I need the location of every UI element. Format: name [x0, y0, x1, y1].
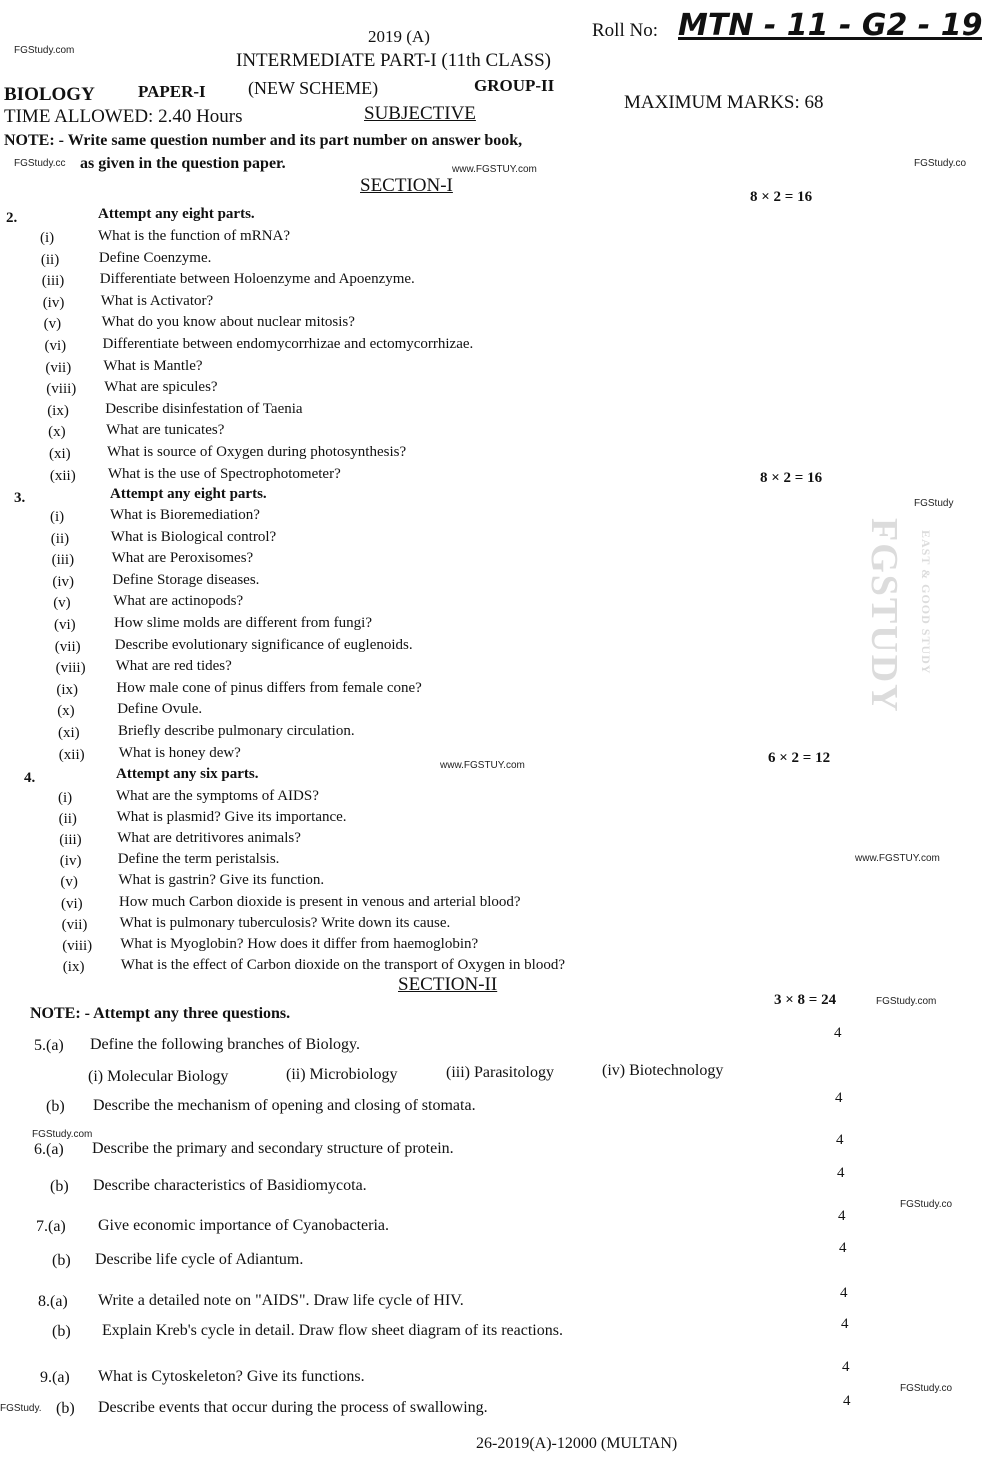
- part-number: (v): [60, 874, 78, 891]
- short-question: Define the term peristalsis.: [117, 851, 280, 868]
- part-number: (iv): [59, 853, 82, 870]
- short-question: Differentiate between Holoenzyme and Apoenzyme.: [99, 271, 415, 288]
- question-instruction: Attempt any eight parts.: [110, 486, 267, 502]
- question-instruction: Attempt any eight parts.: [98, 206, 255, 222]
- note-line-1: NOTE: - Write same question number and its part number on answer book,: [4, 132, 523, 149]
- long-question-marks: 4: [839, 1240, 847, 1256]
- part-number: (vii): [45, 359, 72, 376]
- time-allowed: TIME ALLOWED: 2.40 Hours: [4, 106, 243, 127]
- part-number: (viii): [46, 381, 77, 398]
- long-question: Define the following branches of Biology.: [90, 1036, 361, 1053]
- short-question: What is Activator?: [100, 292, 214, 309]
- long-question-number: 6.(a): [34, 1141, 64, 1158]
- short-question: What are actinopods?: [113, 593, 244, 610]
- watermark: FGStudy.co: [900, 1199, 953, 1210]
- part-number: (xii): [49, 467, 76, 484]
- short-question: What are red tides?: [115, 658, 232, 675]
- biology-branch: (iv) Biotechnology: [602, 1062, 724, 1079]
- part-number: (ii): [40, 251, 60, 268]
- long-question-marks: 4: [840, 1285, 848, 1301]
- note-line-2: as given in the question paper.: [80, 155, 286, 172]
- question-number: 3.: [14, 490, 26, 506]
- short-question: What are detritivores animals?: [117, 830, 301, 847]
- short-question: What is Mantle?: [103, 357, 203, 374]
- long-question-number: 7.(a): [36, 1218, 66, 1235]
- part-number: (vii): [54, 638, 81, 655]
- short-question: Differentiate between endomycorrhizae and ectomycorrhizae.: [102, 336, 474, 352]
- watermark: FGStudy.co: [900, 1383, 953, 1394]
- long-question-number: 9.(a): [40, 1369, 70, 1386]
- exam-year: 2019 (A): [368, 27, 430, 46]
- question-marks: 8 × 2 = 16: [750, 189, 813, 205]
- exam-title: INTERMEDIATE PART-I (11th CLASS): [236, 50, 552, 71]
- short-question: What is source of Oxygen during photosynthesis?: [107, 444, 407, 460]
- watermark: FGStudy.: [0, 1403, 42, 1414]
- short-question: What is Bioremediation?: [110, 507, 260, 523]
- short-question: What is gastrin? Give its function.: [118, 872, 325, 889]
- biology-branch: (iii) Parasitology: [446, 1064, 554, 1081]
- short-question: What is the function of mRNA?: [98, 228, 291, 244]
- long-question-number: (b): [46, 1098, 65, 1115]
- long-question-marks: 4: [842, 1359, 850, 1375]
- paper-type: SUBJECTIVE: [364, 103, 476, 124]
- long-question-number: (b): [52, 1323, 71, 1340]
- short-question: How male cone of pinus differs from female cone?: [116, 679, 422, 696]
- watermark-tagline: EAST & GOOD STUDY: [919, 530, 933, 675]
- part-number: (iii): [59, 832, 82, 849]
- long-question-marks: 4: [836, 1132, 844, 1148]
- part-number: (iii): [51, 552, 75, 569]
- long-question-marks: 4: [838, 1208, 846, 1224]
- long-question-number: (b): [56, 1400, 75, 1417]
- long-question: Explain Kreb's cycle in detail. Draw flow sheet diagram of its reactions.: [102, 1322, 563, 1339]
- part-number: (ii): [58, 811, 77, 828]
- section-2-title: SECTION-II: [398, 974, 498, 995]
- short-question: What is the effect of Carbon dioxide on the transport of Oxygen in blood?: [120, 956, 565, 973]
- short-question: Describe disinfestation of Taenia: [105, 400, 303, 417]
- part-number: (xi): [58, 725, 80, 741]
- section-2-marks: 3 × 8 = 24: [774, 992, 837, 1008]
- biology-branch: (ii) Microbiology: [286, 1066, 398, 1083]
- scheme: (NEW SCHEME): [248, 78, 379, 98]
- short-question: What are Peroxisomes?: [111, 550, 254, 567]
- subject: BIOLOGY: [4, 84, 95, 105]
- short-question: What are spicules?: [104, 379, 218, 396]
- paper: PAPER-I: [138, 82, 206, 101]
- part-number: (i): [50, 509, 65, 525]
- long-question: Describe events that occur during the process of swallowing.: [98, 1399, 488, 1416]
- part-number: (vii): [61, 916, 88, 933]
- question-instruction: Attempt any six parts.: [116, 766, 259, 782]
- short-question: What is honey dew?: [118, 744, 241, 761]
- watermark: FGStudy.com: [876, 996, 937, 1007]
- part-number: (i): [58, 790, 73, 806]
- watermark: FGStudy.com: [14, 45, 75, 56]
- section-1-title: SECTION-I: [360, 175, 453, 196]
- part-number: (i): [40, 230, 55, 246]
- maximum-marks: MAXIMUM MARKS: 68: [624, 92, 824, 113]
- watermark: www.FGSTUY.com: [440, 760, 525, 771]
- long-question: Write a detailed note on "AIDS". Draw life cycle of HIV.: [98, 1292, 464, 1309]
- short-question: What is plasmid? Give its importance.: [116, 809, 347, 826]
- roll-label: Roll No:: [592, 20, 658, 41]
- short-question: Define Coenzyme.: [98, 249, 212, 266]
- short-question: Describe evolutionary significance of euglenoids.: [114, 636, 413, 653]
- short-question: Define Storage diseases.: [112, 571, 260, 588]
- short-question: Define Ovule.: [117, 701, 203, 718]
- part-number: (xii): [58, 746, 85, 763]
- question-number: 2.: [6, 210, 18, 226]
- section-2-note: NOTE: - Attempt any three questions.: [30, 1005, 291, 1022]
- long-question-marks: 4: [834, 1025, 842, 1041]
- part-number: (v): [53, 595, 71, 612]
- long-question: Describe the primary and secondary structure of protein.: [92, 1140, 454, 1157]
- question-marks: 8 × 2 = 16: [760, 470, 823, 486]
- part-number: (iv): [42, 294, 65, 311]
- part-number: (ix): [62, 958, 85, 975]
- part-number: (viii): [55, 660, 86, 677]
- long-question-number: (b): [50, 1178, 69, 1195]
- part-number: (ix): [47, 402, 69, 419]
- long-question-number: 8.(a): [38, 1293, 68, 1310]
- short-question: Briefly describe pulmonary circulation.: [118, 723, 355, 739]
- watermark: www.FGSTUY.com: [855, 853, 940, 864]
- long-question-marks: 4: [835, 1090, 843, 1106]
- long-question-number: 5.(a): [34, 1037, 64, 1054]
- part-number: (xi): [49, 446, 71, 462]
- part-number: (ix): [56, 681, 79, 698]
- part-number: (vi): [54, 617, 76, 633]
- footer-code: 26-2019(A)-12000 (MULTAN): [476, 1435, 678, 1452]
- short-question: What is Biological control?: [110, 528, 277, 545]
- short-question: What do you know about nuclear mitosis?: [101, 314, 355, 331]
- part-number: (x): [57, 703, 75, 720]
- long-question: Describe life cycle of Adiantum.: [95, 1251, 304, 1268]
- long-question-marks: 4: [841, 1316, 849, 1332]
- short-question: What is the use of Spectrophotometer?: [107, 465, 341, 482]
- part-number: (iv): [52, 573, 75, 590]
- group: GROUP-II: [474, 76, 555, 95]
- part-number: (ii): [50, 530, 70, 547]
- part-number: (iii): [41, 273, 65, 290]
- watermark: FGStudy: [914, 498, 954, 509]
- short-question: What are tunicates?: [106, 422, 225, 439]
- watermark-logo: FGSTUDY: [863, 518, 905, 714]
- long-question-number: (b): [52, 1252, 71, 1269]
- short-question: What are the symptoms of AIDS?: [116, 788, 319, 804]
- part-number: (viii): [62, 937, 93, 954]
- short-question: What is Myoglobin? How does it differ from haemoglobin?: [120, 935, 479, 952]
- long-question: Describe the mechanism of opening and closing of stomata.: [93, 1097, 476, 1114]
- part-number: (v): [43, 316, 62, 333]
- watermark: www.FGSTUY.com: [452, 164, 537, 175]
- watermark: FGStudy.com: [32, 1129, 93, 1140]
- biology-branch: (i) Molecular Biology: [88, 1068, 229, 1085]
- long-question: What is Cytoskeleton? Give its functions.: [98, 1368, 365, 1385]
- short-question: What is pulmonary tuberculosis? Write down its cause.: [119, 914, 451, 931]
- part-number: (x): [48, 424, 66, 441]
- watermark: FGStudy.co: [914, 158, 967, 169]
- short-question: How much Carbon dioxide is present in venous and arterial blood?: [119, 893, 521, 910]
- long-question-marks: 4: [843, 1393, 851, 1409]
- long-question-marks: 4: [837, 1165, 845, 1181]
- question-marks: 6 × 2 = 12: [768, 750, 831, 766]
- short-question: How slime molds are different from fungi?: [114, 615, 372, 631]
- roll-number-handwritten: MTN - 11 - G2 - 19: [678, 8, 982, 43]
- question-number: 4.: [24, 770, 36, 786]
- part-number: (vi): [61, 895, 83, 912]
- watermark: FGStudy.cc: [14, 158, 66, 169]
- long-question: Give economic importance of Cyanobacteria.: [98, 1217, 389, 1234]
- long-question: Describe characteristics of Basidiomycota.: [93, 1177, 367, 1194]
- part-number: (vi): [44, 338, 67, 354]
